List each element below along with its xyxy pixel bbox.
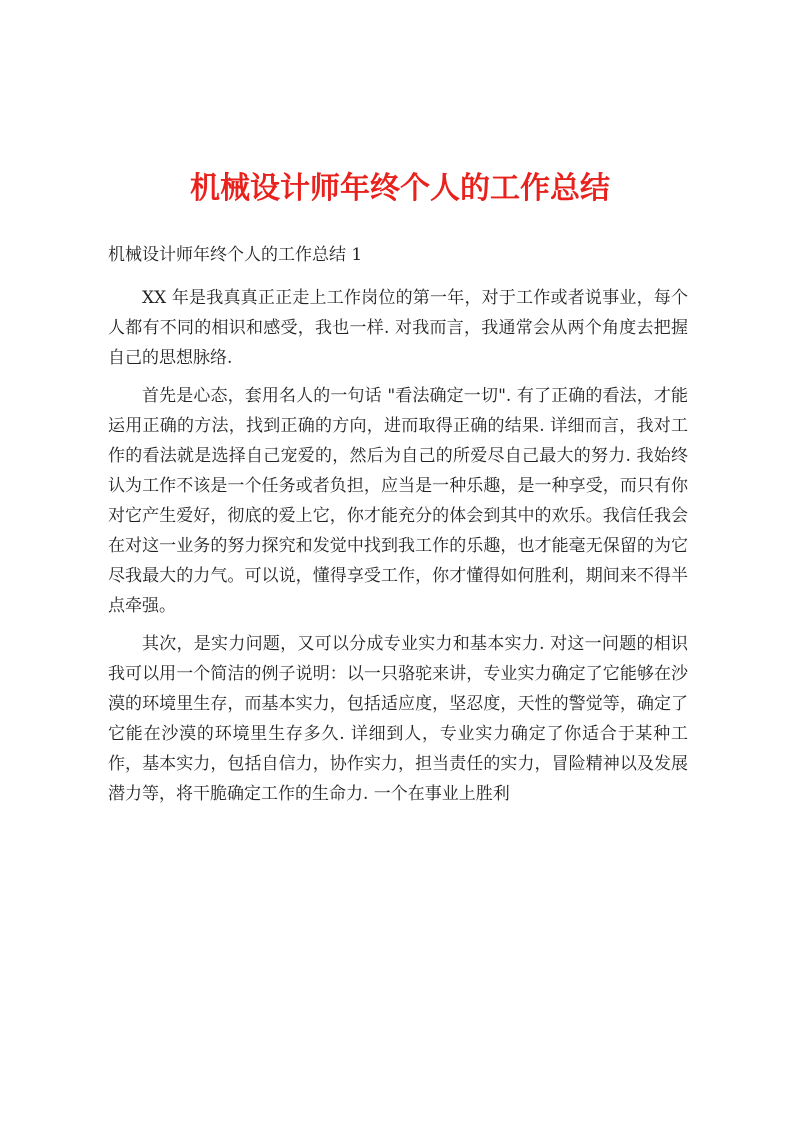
- paragraph-3: 其次，是实力问题，又可以分成专业实力和基本实力. 对这一问题的相识我可以用一个简洁的例子说明：以一只骆驼来讲，专业实力确定了它能够在沙漠的环境里生存，而基本实力，包括适应度，坚忍度，天性的警觉等，确定了它能在沙漠的环境里生存多久. 详细到人，专业实力确定了你适合于某种工作，基本实力，包括自信力，协作实力，担当责任的实力，冒险精神以及发展潜力等，将干脆确定工作的生命力. 一个在事业上胜利: [108, 634, 688, 804]
- paragraph-2: 首先是心态，套用名人的一句话 "看法确定一切". 有了正确的看法，才能运用正确的方法，找到正确的方向，进而取得正确的结果. 详细而言，我对工作的看法就是选择自己宠爱的，然后为自己的所爱尽自己最大的努力. 我始终认为工作不该是一个任务或者负担，应当是一种乐趣，是一种享受，而只有你对它产生爱好，彻底的爱上它，你才能充分的体会到其中的欢乐。我信任我会在对这一业务的努力探究和发觉中找到我工作的乐趣，也才能毫无保留的为它尽我最大的力气。可以说，懂得享受工作，你才懂得如何胜利，期间来不得半点牵强。: [108, 386, 688, 616]
- document-title: 机械设计师年终个人的工作总结: [190, 171, 610, 206]
- document-body: [108, 283, 688, 809]
- paragraph-1: XX 年是我真真正正走上工作岗位的第一年，对于工作或者说事业，每个人都有不同的相识和感受，我也一样. 对我而言，我通常会从两个角度去把握自己的思想脉络.: [108, 288, 688, 368]
- section-heading: 机械设计师年终个人的工作总结 1: [108, 245, 363, 265]
